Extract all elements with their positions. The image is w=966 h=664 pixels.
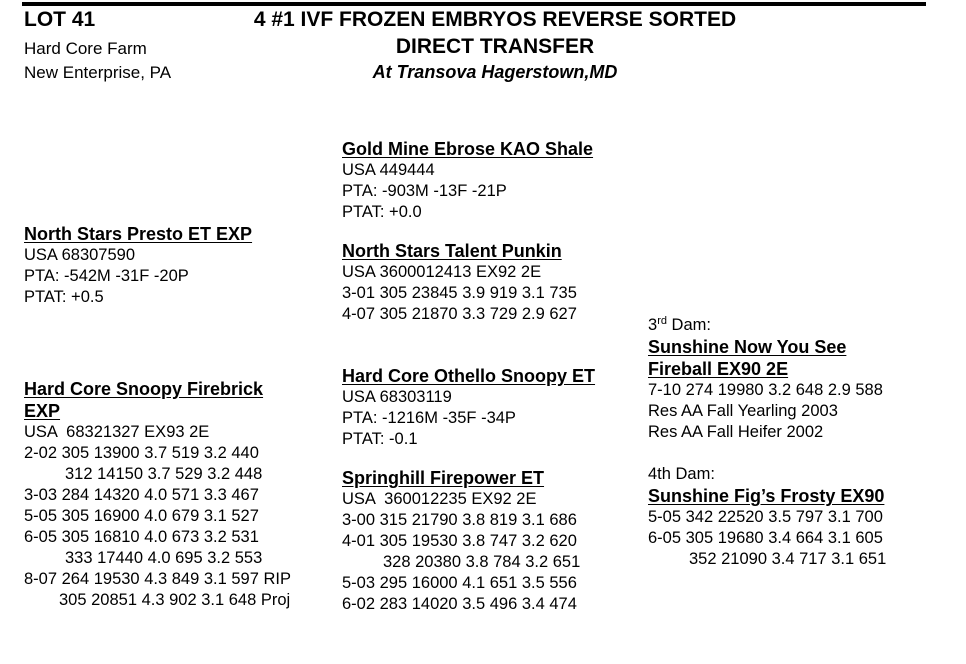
dam-line: 333 17440 4.0 695 3.2 553 [65, 549, 263, 567]
fourth-dam-label: 4th Dam: [648, 465, 715, 483]
dam-line: 305 20851 4.3 902 3.1 648 Proj [59, 591, 291, 609]
dam-line: 3-03 284 14320 4.0 571 3.3 467 [24, 486, 259, 504]
dam-sire-line: PTA: -1216M -35F -34P [342, 409, 516, 427]
sire-block [24, 223, 252, 308]
dam-sire-line: PTAT: -0.1 [342, 430, 418, 448]
fourth-dam-line: 352 21090 3.4 717 3.1 651 [689, 550, 887, 568]
third-dam-block [648, 315, 883, 443]
fourth-dam-line: 6-05 305 19680 3.4 664 3.1 605 [648, 529, 883, 547]
fourth-dam-line: 5-05 342 22520 3.5 797 3.1 700 [648, 508, 883, 526]
dam-line: 6-05 305 16810 4.0 673 3.2 531 [24, 528, 259, 546]
dam-sire-name: Hard Core Othello Snoopy ET [342, 366, 596, 386]
sire-dam-line: USA 3600012413 EX92 2E [342, 263, 542, 281]
farm-location: New Enterprise, PA [24, 63, 172, 82]
dam-dam-line: 6-02 283 14020 3.5 496 3.4 474 [342, 595, 577, 613]
dam-dam-line: USA 360012235 EX92 2E [342, 490, 537, 508]
dam-dam-line: 3-00 315 21790 3.8 819 3.1 686 [342, 511, 577, 529]
title-line-3: At Transova Hagerstown,MD [372, 62, 618, 82]
lot-number: LOT 41 [24, 8, 96, 31]
dam-block [24, 378, 291, 611]
sire-sire-name: Gold Mine Ebrose KAO Shale [342, 139, 594, 159]
dam-name: Hard Core Snoopy Firebrick [24, 379, 264, 399]
sire-dam-line: 4-07 305 21870 3.3 729 2.9 627 [342, 305, 577, 323]
sire-dam-line: 3-01 305 23845 3.9 919 3.1 735 [342, 284, 577, 302]
third-dam-line: Res AA Fall Heifer 2002 [648, 423, 824, 441]
sire-dam-block [342, 240, 577, 325]
dam-name: EXP [24, 401, 61, 421]
sire-dam-name: North Stars Talent Punkin [342, 241, 562, 261]
dam-line: 312 14150 3.7 529 3.2 448 [65, 465, 263, 483]
dam-dam-line: 328 20380 3.8 784 3.2 651 [383, 553, 581, 571]
dam-line: 2-02 305 13900 3.7 519 3.2 440 [24, 444, 259, 462]
third-dam-name: Sunshine Now You See [648, 337, 847, 357]
sire-sire-block [342, 138, 593, 223]
dam-sire-line: USA 68303119 [342, 388, 452, 406]
title-line-2: DIRECT TRANSFER [395, 35, 595, 58]
sire-line: USA 68307590 [24, 246, 136, 264]
dam-sire-block [342, 365, 595, 450]
dam-dam-line: 4-01 305 19530 3.8 747 3.2 620 [342, 532, 577, 550]
sire-line: PTA: -542M -31F -20P [24, 267, 189, 285]
dam-dam-block [342, 467, 580, 615]
dam-dam-name: Springhill Firepower ET [342, 468, 545, 488]
third-dam-label: 3rd Dam: [648, 315, 711, 334]
title-line-1: 4 #1 IVF FROZEN EMBRYOS REVERSE SORTED [253, 8, 737, 31]
dam-line: 8-07 264 19530 4.3 849 3.1 597 RIP [24, 570, 291, 588]
offering-title [200, 6, 790, 84]
sire-sire-line: PTAT: +0.0 [342, 203, 422, 221]
sire-sire-line: USA 449444 [342, 161, 435, 179]
fourth-dam-block [648, 464, 886, 570]
dam-dam-line: 5-03 295 16000 4.1 651 3.5 556 [342, 574, 577, 592]
fourth-dam-name: Sunshine Fig’s Frosty EX90 [648, 486, 885, 506]
third-dam-line: Res AA Fall Yearling 2003 [648, 402, 838, 420]
third-dam-line: 7-10 274 19980 3.2 648 2.9 588 [648, 381, 883, 399]
dam-line: USA 68321327 EX93 2E [24, 423, 210, 441]
farm-name: Hard Core Farm [24, 39, 147, 58]
sire-sire-line: PTA: -903M -13F -21P [342, 182, 507, 200]
sire-name: North Stars Presto ET EXP [24, 224, 253, 244]
sire-line: PTAT: +0.5 [24, 288, 104, 306]
dam-line: 5-05 305 16900 4.0 679 3.1 527 [24, 507, 259, 525]
third-dam-name: Fireball EX90 2E [648, 359, 789, 379]
